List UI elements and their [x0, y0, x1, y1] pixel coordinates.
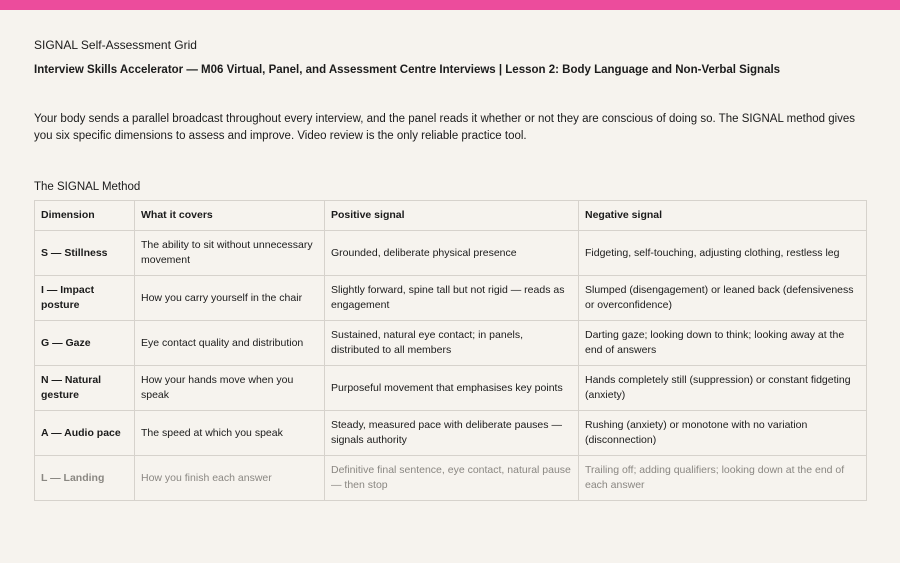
document-body [34, 38, 866, 501]
cell-covers: How your hands move when you speak [135, 366, 325, 411]
table-row [35, 411, 867, 456]
header-positive-signal: Positive signal [325, 201, 579, 231]
section-title: The SIGNAL Method [34, 181, 141, 193]
cell-positive: Definitive final sentence, eye contact, natural pause — then stop [325, 456, 579, 501]
cell-positive: Purposeful movement that emphasises key points [325, 366, 579, 411]
cell-negative: Trailing off; adding qualifiers; looking down at the end of each answer [579, 456, 867, 501]
cell-positive: Sustained, natural eye contact; in panels, distributed to all members [325, 321, 579, 366]
cell-dimension: A — Audio pace [35, 411, 135, 456]
cell-covers: How you carry yourself in the chair [135, 276, 325, 321]
table-header-row [35, 201, 867, 231]
table-row [35, 231, 867, 276]
cell-dimension: I — Impact posture [35, 276, 135, 321]
page-subtitle: Interview Skills Accelerator — M06 Virtual, Panel, and Assessment Centre Interviews | Lesson 2: Body Language and Non-Verbal Signals [34, 64, 781, 76]
table-row [35, 276, 867, 321]
cell-negative: Fidgeting, self-touching, adjusting clothing, restless leg [579, 231, 867, 276]
cell-dimension: G — Gaze [35, 321, 135, 366]
signal-method-table [34, 200, 867, 501]
cell-dimension: N — Natural gesture [35, 366, 135, 411]
cell-positive: Slightly forward, spine tall but not rigid — reads as engagement [325, 276, 579, 321]
table-row [35, 321, 867, 366]
cell-dimension: L — Landing [35, 456, 135, 501]
accent-top-bar [0, 0, 900, 10]
cell-dimension: S — Stillness [35, 231, 135, 276]
cell-covers: Eye contact quality and distribution [135, 321, 325, 366]
cell-negative: Slumped (disengagement) or leaned back (defensiveness or overconfidence) [579, 276, 867, 321]
cell-covers: How you finish each answer [135, 456, 325, 501]
cell-positive: Grounded, deliberate physical presence [325, 231, 579, 276]
cell-positive: Steady, measured pace with deliberate pauses — signals authority [325, 411, 579, 456]
cell-covers: The speed at which you speak [135, 411, 325, 456]
table-row [35, 366, 867, 411]
intro-paragraph: Your body sends a parallel broadcast throughout every interview, and the panel reads it whether or not they are conscious of doing so. The SIGNAL method gives you six specific dimensions to assess and improve. Video review is the only reliable practice tool. [34, 113, 856, 142]
header-dimension: Dimension [35, 201, 135, 231]
header-what-it-covers: What it covers [135, 201, 325, 231]
header-negative-signal: Negative signal [579, 201, 867, 231]
page-title: SIGNAL Self-Assessment Grid [34, 38, 197, 52]
table-row [35, 456, 867, 501]
cell-negative: Hands completely still (suppression) or constant fidgeting (anxiety) [579, 366, 867, 411]
cell-negative: Rushing (anxiety) or monotone with no variation (disconnection) [579, 411, 867, 456]
cell-negative: Darting gaze; looking down to think; looking away at the end of answers [579, 321, 867, 366]
cell-covers: The ability to sit without unnecessary movement [135, 231, 325, 276]
